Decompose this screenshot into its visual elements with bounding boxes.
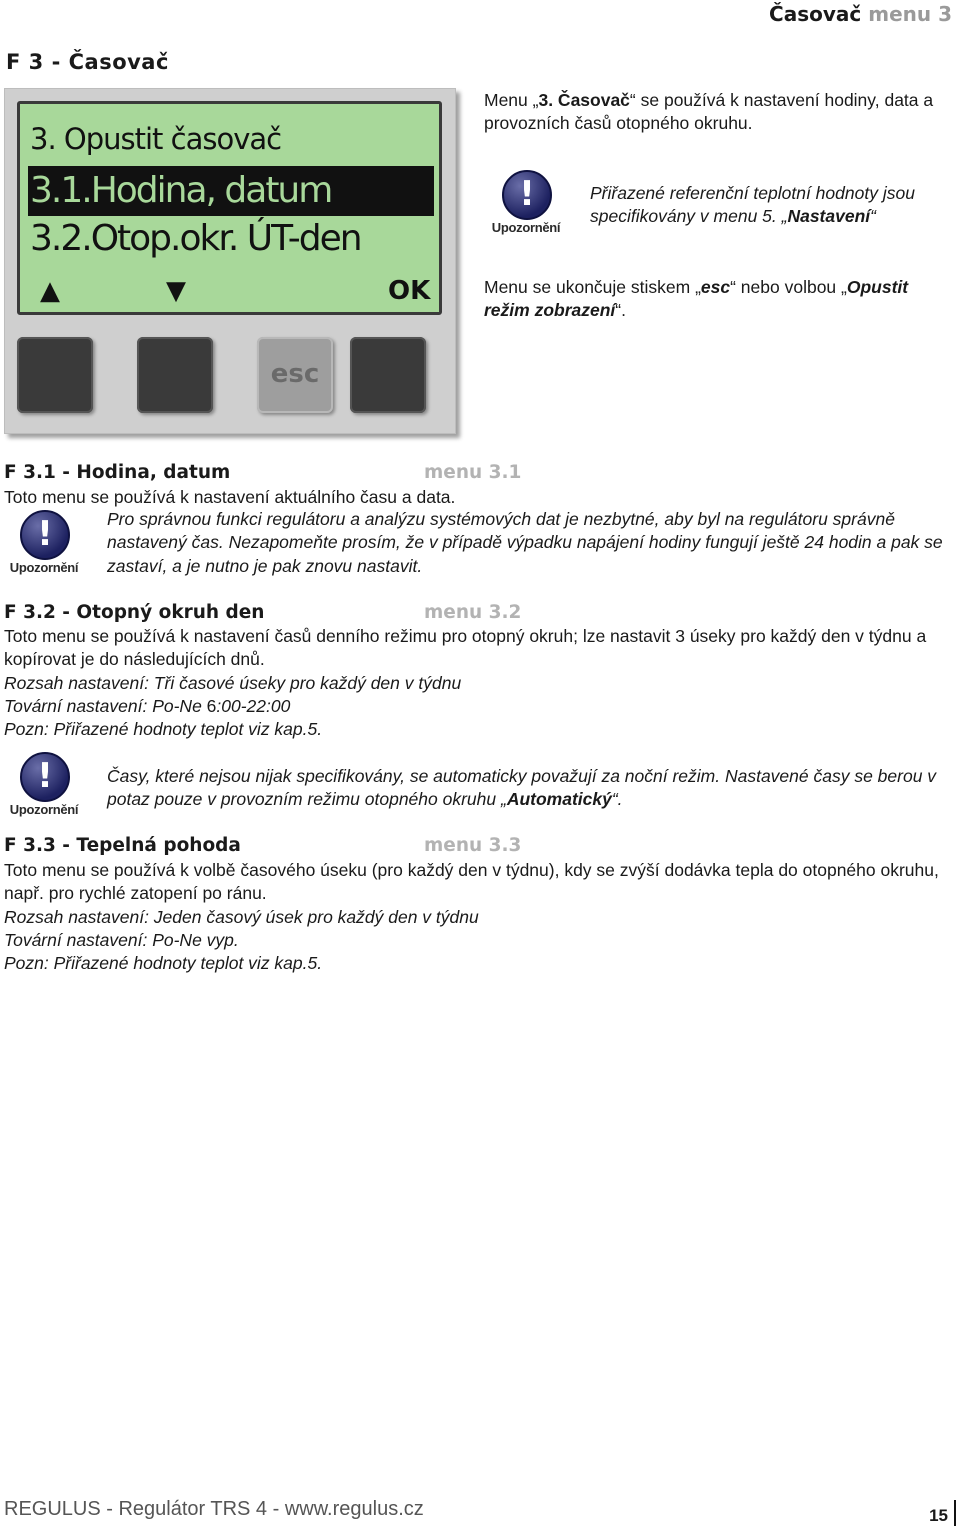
warn-d: “. bbox=[611, 789, 623, 810]
section-31-note-b: Nezapomeňte prosím, že v případě výpadku napájení hodiny fungují ještě 24 hodin a pak se zastaví, a je nutno je pak znovu nastavit. bbox=[107, 532, 943, 576]
warning-icon: ! Upozornění bbox=[486, 170, 566, 240]
lcd-display bbox=[17, 101, 442, 315]
section-31-note bbox=[107, 508, 955, 578]
section-33-range: Rozsah nastavení: Jeden časový úsek pro každý den v týdnu bbox=[4, 907, 479, 927]
section-32-title: F 3.2 - Otopný okruh den bbox=[4, 602, 265, 623]
down-arrow-icon: ▼ bbox=[166, 276, 186, 306]
section-31-text: Toto menu se používá k nastavení aktuálního času a data. bbox=[4, 487, 456, 507]
section-32-factory bbox=[4, 695, 290, 718]
exit-paragraph bbox=[484, 276, 954, 323]
exit-text-a: Menu se ukončuje stiskem „ bbox=[484, 277, 701, 297]
section-32-note: Pozn: Přiřazené hodnoty teplot viz kap.5. bbox=[4, 719, 323, 739]
section-33-title: F 3.3 - Tepelná pohoda bbox=[4, 835, 241, 856]
section-32-menu: menu 3.2 bbox=[424, 602, 522, 623]
lcd-line-heating: 3.2.Otop.okr. ÚT-den bbox=[30, 218, 361, 259]
note-text-a: Přiřazené referenční teplotní hodnoty jsou specifikovány v menu 5. „ bbox=[590, 183, 915, 227]
factory-c: :00-22:00 bbox=[216, 696, 291, 716]
esc-label: esc bbox=[270, 359, 320, 389]
key-ok-button bbox=[350, 337, 426, 413]
controller-device bbox=[4, 88, 456, 434]
lcd-line-selected: 3.1.Hodina, datum bbox=[28, 166, 434, 216]
intro-text-b: 3. Časovač bbox=[538, 90, 630, 110]
note-text-c: “ bbox=[870, 206, 876, 227]
section-33-text: Toto menu se používá k volbě časového úseku (pro každý den v týdnu), kdy se zvýší dodávka tepla do otopného okruhu, např. pro rychlé zatopení po ránu. bbox=[4, 860, 939, 904]
page-number-bar bbox=[954, 1500, 956, 1526]
intro-paragraph bbox=[484, 89, 954, 136]
warning-icon: ! Upozornění bbox=[4, 510, 84, 580]
section-32-range: Rozsah nastavení: Tři časové úseky pro každý den v týdnu bbox=[4, 673, 462, 693]
warn-b: Nastavené časy se berou v potaz pouze v provozním režimu otopného okruhu „ bbox=[107, 766, 937, 810]
exit-text-e: “. bbox=[615, 300, 626, 321]
section-33-note: Pozn: Přiřazené hodnoty teplot viz kap.5. bbox=[4, 953, 323, 973]
note-text-b: Nastavení bbox=[787, 206, 871, 227]
section-31-menu: menu 3.1 bbox=[424, 462, 522, 483]
factory-b: 6 bbox=[206, 696, 217, 716]
ok-label: OK bbox=[388, 276, 431, 306]
intro-text-c: “ se používá k nastavení hodiny, data a provozních časů otopného okruhu. bbox=[484, 90, 934, 134]
section-32-warning bbox=[107, 765, 952, 812]
warn-c: Automatický bbox=[506, 789, 612, 810]
warning-label: Upozornění bbox=[491, 220, 561, 235]
section-31-note-a: Pro správnou funkci regulátoru a analýzu systémových dat je nezbytné, aby byl na regulátoru správně nastavený čas. bbox=[107, 509, 895, 553]
page-number: 15 bbox=[929, 1506, 948, 1525]
up-arrow-icon: ▲ bbox=[40, 276, 60, 306]
section-33-menu: menu 3.3 bbox=[424, 835, 522, 856]
running-header bbox=[769, 2, 952, 26]
warn-a: Časy, které nejsou nijak specifikovány, se automaticky považují za noční režim. bbox=[107, 766, 721, 786]
exit-text-d: Opustit režim zobrazení bbox=[484, 277, 909, 321]
page-title: F 3 - Časovač bbox=[6, 50, 169, 74]
key-up-button bbox=[17, 337, 93, 413]
header-menu: menu 3 bbox=[868, 2, 952, 26]
exit-text-b: esc bbox=[700, 277, 731, 297]
warning-label: Upozornění bbox=[9, 560, 79, 575]
key-esc-button bbox=[257, 337, 333, 413]
intro-text-a: Menu „ bbox=[484, 90, 539, 110]
footer-text: REGULUS - Regulátor TRS 4 - www.regulus.cz bbox=[4, 1498, 424, 1520]
section-31-title: F 3.1 - Hodina, datum bbox=[4, 462, 231, 483]
factory-a: Tovární nastavení: Po-Ne bbox=[4, 696, 207, 716]
header-title: Časovač bbox=[769, 2, 862, 26]
warning-label: Upozornění bbox=[9, 802, 79, 817]
lcd-line-exit: 3. Opustit časovač bbox=[30, 122, 282, 156]
key-down-button bbox=[137, 337, 213, 413]
section-33-factory: Tovární nastavení: Po-Ne vyp. bbox=[4, 930, 239, 950]
warning-icon: ! Upozornění bbox=[4, 752, 84, 822]
section-32-text: Toto menu se používá k nastavení časů denního režimu pro otopný okruh; lze nastavit 3 úseky pro každý den v týdnu a kopírovat je do následujících dnů. bbox=[4, 626, 927, 670]
exit-text-c: “ nebo volbou „ bbox=[730, 277, 847, 297]
intro-note bbox=[590, 182, 958, 229]
